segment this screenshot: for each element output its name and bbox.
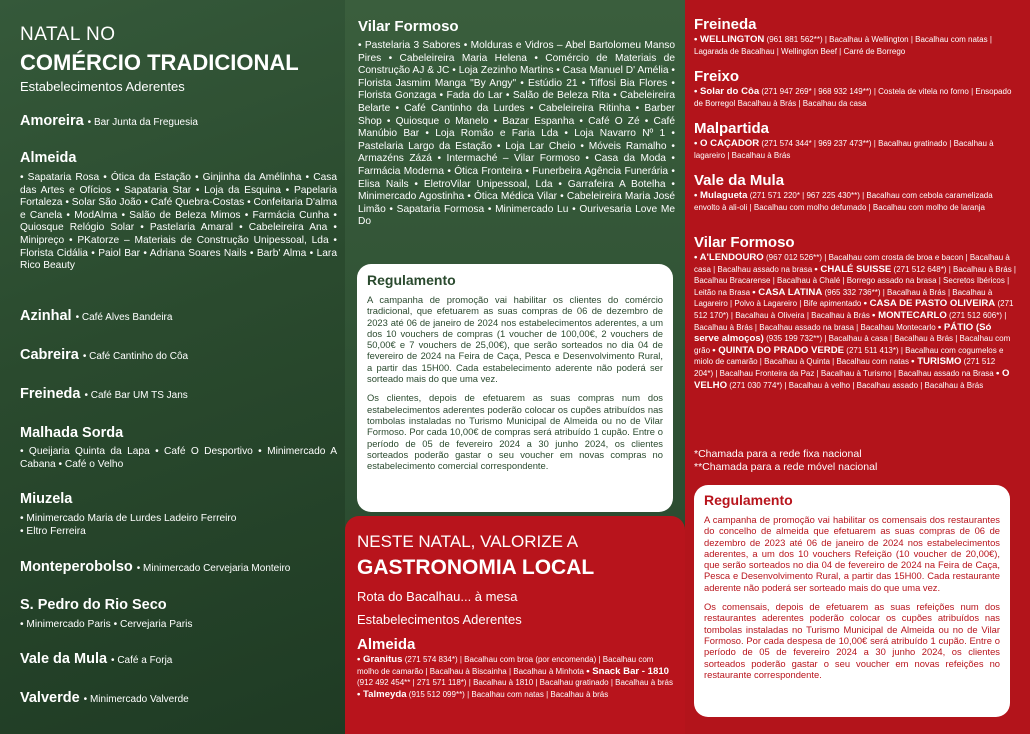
restaurant-list bbox=[694, 138, 1016, 161]
regulamento-card bbox=[694, 485, 1010, 717]
restaurant-name: • O VELHO bbox=[694, 367, 1010, 391]
locality-items: • Minimercado Valverde bbox=[83, 694, 189, 705]
locality-items: • Café a Forja bbox=[111, 655, 173, 666]
restaurant-details: (271 571 220* | 967 225 430**) | Bacalhau com cebola caramelizada envolto à ali-oli | Bacalhau com molho defumado | Bacalhau com molho de laranja bbox=[694, 191, 993, 212]
locality-vale-da-mula bbox=[20, 650, 335, 668]
locality-name: Cabreira bbox=[20, 347, 79, 363]
footnote: **Chamada para a rede móvel nacional bbox=[694, 461, 878, 473]
locality-freineda bbox=[20, 385, 335, 403]
locality-items: • Minimercado Maria de Lurdes Ladeiro Ferreiro bbox=[20, 513, 237, 524]
locality-name: Monteperobolso bbox=[20, 559, 133, 575]
gastronomy-panel bbox=[345, 516, 685, 734]
restaurant-name: • Talmeyda bbox=[357, 688, 407, 700]
left-panel bbox=[0, 0, 345, 734]
restaurant-name: • PÁTIO (Só serve almoços) bbox=[694, 321, 992, 345]
restaurant-name: • Snack Bar - 1810 bbox=[586, 665, 670, 677]
middle-panel bbox=[345, 0, 685, 520]
locality-cabreira bbox=[20, 346, 335, 364]
restaurant-list bbox=[694, 252, 1016, 391]
card-title: Regulamento bbox=[367, 272, 456, 288]
locality-items: • Bar Junta da Freguesia bbox=[87, 117, 198, 128]
subtitle: Estabelecimentos Aderentes bbox=[20, 79, 185, 94]
section-title: Almeida bbox=[357, 636, 416, 653]
locality-name: Freineda bbox=[20, 386, 81, 402]
restaurant-details: (271 574 344* | 969 237 473**) | Bacalhau gratinado | Bacalhau à lagareiro | Bacalhau à Brás bbox=[694, 139, 994, 160]
restaurant-details: (271 030 774*) | Bacalhau à velho | Bacalhau assado | Bacalhau à Brás bbox=[727, 380, 984, 390]
section-title: Freineda bbox=[694, 16, 757, 33]
rota-subtitle: Rota do Bacalhau... à mesa bbox=[357, 589, 518, 604]
card-paragraph: Os comensais, depois de efetuarem as suas refeições num dos restaurantes aderentes poderão colocar os cupões atribuídos nas tombolas instaladas no Turismo Municipal de Almeida ou no de Vilar Formoso. Por cada despesa de 10,00€ será atribuído 1 cupão. Entre o período de 05 de fevereiro 2024 a 30 junho 2024, os clientes sorteados poderão gastar o seu voucher em novas refeições no restaurante correspondente. bbox=[704, 601, 1000, 680]
restaurant-name: • O CAÇADOR bbox=[694, 138, 760, 149]
restaurant-list bbox=[357, 654, 675, 700]
right-panel bbox=[685, 0, 1030, 734]
section-title: Malpartida bbox=[694, 120, 770, 137]
card-paragraph: A campanha de promoção vai habilitar os clientes do comércio tradicional, que efetuarem as suas compras de 06 de dezembro de 2023 até 06 de janeiro de 2024 nos estabelecimentos aderentes, a um dos 10 vouchers de compras (1 voucher de 100,00€, 2 vouchers de 50,00€ e 7 vouchers de 25,00€), que serão sorteados no dia 04 de fevereiro de 2024 na Feira de Caça, Pesca e Desenvolvimento Rural, a partir das 15H00. Cada estabelecimento aderente não poderá ser sorteado mais do que uma vez. bbox=[367, 294, 663, 385]
locality-items: • Eltro Ferreira bbox=[20, 526, 86, 537]
restaurant-name: • TURISMO bbox=[911, 356, 962, 368]
gastro-title: GASTRONOMIA LOCAL bbox=[357, 556, 595, 579]
locality-name: Malhada Sorda bbox=[20, 425, 124, 441]
locality-amoreira bbox=[20, 112, 335, 130]
locality-name: Amoreira bbox=[20, 113, 84, 129]
card-title: Regulamento bbox=[704, 492, 793, 508]
restaurant-name: • WELLINGTON bbox=[694, 34, 765, 45]
card-paragraph: Os clientes, depois de efetuarem as suas compras num dos estabelecimentos aderentes poderão colocar os cupões atribuídos nas tombolas instaladas no Turismo Municipal de Almeida ou no de Vilar Formoso. Por cada 10,00€ de compras será atribuído 1 cupão. Entre o período de 05 de fevereiro 2024 a 30 junho 2024, os clientes sorteados poderão gastar o seu voucher em novas compras no estabelecimento comercial correspondente. bbox=[367, 392, 663, 472]
restaurant-details: (961 881 562**) | Bacalhau à Wellington | Bacalhau com natas | Lagarada de Bacalhau | Wellington Beef | Carré de Borrego bbox=[694, 35, 992, 56]
restaurant-details: (271 512 204*) | Bacalhau Fronteira da Paz | Bacalhau à Turismo | Bacalhau assado na Brasa bbox=[694, 357, 996, 378]
page-title: COMÉRCIO TRADICIONAL bbox=[20, 50, 299, 75]
locality-name: Valverde bbox=[20, 690, 80, 706]
restaurant-list bbox=[694, 34, 1016, 57]
restaurant-details: (967 012 526**) | Bacalhau com crosta de broa e bacon | Bacalhau à casa | Bacalhau assado na brasa bbox=[694, 253, 1010, 274]
restaurant-details: (271 574 834*) | Bacalhau com broa (por encomenda) | Bacalhau com molho de camarão | Bacalhau à Biscainha | Bacalhau à Minhota bbox=[357, 655, 654, 676]
restaurant-name: • CHALÉ SUISSE bbox=[814, 263, 892, 275]
restaurant-details: (271 512 606*) | Bacalhau à Brás | Bacalhau assado na brasa | Bacalhau Montecarlo bbox=[694, 310, 1007, 332]
restaurant-details: (915 512 099**) | Bacalhau com natas | Bacalhau à brás bbox=[406, 689, 609, 699]
locality-name: Vale da Mula bbox=[20, 651, 108, 667]
footnote: *Chamada para a rede fixa nacional bbox=[694, 448, 862, 460]
restaurant-name: • MONTECARLO bbox=[872, 309, 947, 321]
restaurant-details: (912 492 454** | 271 571 118*) | Bacalhau à 1810 | Bacalhau gratinado | Bacalhau à brás bbox=[357, 678, 673, 688]
restaurant-list bbox=[694, 86, 1016, 109]
restaurant-details: (271 512 648*) | Bacalhau à Brás | Bacalhau Bracarense | Bacalhau à Chalé | Borrego assado na brasa | Secretos Ibéricos | Leitão na Brasa bbox=[694, 264, 1017, 297]
section-title: Vilar Formoso bbox=[358, 18, 459, 35]
locality-monteperobolso bbox=[20, 558, 340, 576]
title-line1: NATAL NO bbox=[20, 24, 116, 45]
estab-subtitle: Estabelecimentos Aderentes bbox=[357, 612, 522, 627]
card-paragraph: A campanha de promoção vai habilitar os comensais dos restaurantes do concelho de almeida que efetuarem as suas compras de 06 de dezembro de 2023 até 06 de janeiro de 2024 nos estabelecimentos aderentes, a um dos 10 vouchers Refeição (10 voucher de 20,00€), que serão sorteados no dia 04 de fevereiro de 2024 na Feira de Caça, Pesca e Desenvolvimento Rural, a partir das 15H00. Cada restaurante aderente não poderá ser sorteado mais do que uma vez. bbox=[704, 514, 1000, 593]
locality-azinhal bbox=[20, 307, 335, 325]
restaurant-details: (271 511 413*) | Bacalhau com cogumelos e miolo de camarão | Bacalhau à Quinta | Bacalhau com natas bbox=[694, 345, 1004, 367]
restaurant-details: (271 947 269* | 968 932 149**) | Costela de vitela no forno | Ensopado de Borregol Bacalhau à Brás | Bacalhau da casa bbox=[694, 87, 1012, 108]
restaurant-details: (965 332 736**) | Bacalhau à Brás | Bacalhau à Lagareiro | Polvo à Lagareiro | Bife apimentado bbox=[694, 287, 993, 309]
locality-name: Azinhal bbox=[20, 308, 72, 324]
locality-items: • Sapataria Rosa • Ótica da Estação • Ginjinha da Amélinha • Casa das Artes e Ofícios • Sapataria Star • Loja da Esquina • Papelaria Fortaleza • Solar São João • Café Quebra-Costas • Confeitaria D'alma e Canela • ModAlma • Salão de Beleza Mimos • Farmácia Cunha • Quiosque Relógio Solar • Pastelaria Amaral • Cabeleireira Ana • Minipreço • PKatorze – Materiais de Construção Unipessoal, Lda • Florista Cidália • Paiol Bar • Adriana Soares Nails • Barb' Alma • Lara Rico Beauty bbox=[20, 172, 337, 272]
restaurant-name: • Solar do Côa bbox=[694, 86, 760, 97]
restaurant-name: • Granitus bbox=[357, 654, 403, 665]
section-title: Freixo bbox=[694, 68, 740, 85]
section-title: Vilar Formoso bbox=[694, 234, 795, 251]
restaurant-name: • CASA DE PASTO OLIVEIRA bbox=[863, 298, 996, 310]
restaurant-name: • Mulagueta bbox=[694, 190, 748, 201]
locality-valverde bbox=[20, 689, 335, 707]
locality-items: • Pastelaria 3 Sabores • Molduras e Vidros – Abel Bartolomeu Manso Pires • Cabeleireira Maria Helena • Comércio de Materiais de Construção AJ & JC • Loja Zezinho Martins • Casa Manuel D' Amélia • Florista Jasmim Manga "By Angy" • Estúdio 21 • Tiffosi Bia Flores • Florista Gonzaga • Fada do Lar • Salão de Beleza Rita • Cabeleireira Belarte • Café Cantinho da Lurdes • Cabeleireira Ritinha • Barber Shop • Quiosque o Manelo • Bazar Espanha • Café O Zé • Café Manúbio Bar • Loja Romão e Faria Lda • Loja Navarro Nº 1 • Pastelaria Largo da Estação • Loja Lar Cheio • Móveis Ramalho • Armazéns Zázá • Intermaché – Vilar Formoso • Casa da Moda • Farmácia Moderna • Ótica Fronteira • Funerbeira Agência Funerária • Elisa Nails • EletroVilar Unipessoal, Lda • Garrafeira A Botelha • Minimercado Agostinha • Ótica Médica Vilar • Cabeleireira Maria José Limão • Sapataria Formosa • Minimercado Lu • Ourivesaria Love Me Do bbox=[358, 40, 675, 228]
locality-name: S. Pedro do Rio Seco bbox=[20, 597, 167, 613]
locality-items: • Minimercado Paris • Cervejaria Paris bbox=[20, 619, 193, 630]
restaurant-details: (271 512 170*) | Bacalhau à Oliveira | Bacalhau à Brás bbox=[694, 299, 1014, 320]
locality-items: • Queijaria Quinta da Lapa • Café O Desportivo • Minimercado A Cabana • Café o Velho bbox=[20, 446, 337, 470]
locality-items: • Café Cantinho do Côa bbox=[82, 351, 189, 362]
locality-name: Miuzela bbox=[20, 491, 73, 507]
restaurant-details: (935 199 732**) | Bacalhau à casa | Bacalhau à Brás | Bacalhau com grão bbox=[694, 334, 1011, 355]
gastro-title-line1: NESTE NATAL, VALORIZE A bbox=[357, 532, 579, 551]
locality-items: • Minimercado Cervejaria Monteiro bbox=[136, 563, 291, 574]
regulamento-card bbox=[357, 264, 673, 512]
restaurant-name: • QUINTA DO PRADO VERDE bbox=[712, 344, 845, 356]
locality-items: • Café Alves Bandeira bbox=[75, 312, 173, 323]
restaurant-name: • A'LENDOURO bbox=[694, 252, 764, 263]
section-title: Vale da Mula bbox=[694, 172, 785, 189]
restaurant-name: • CASA LATINA bbox=[752, 286, 823, 298]
locality-name: Almeida bbox=[20, 150, 77, 166]
locality-items: • Café Bar UM TS Jans bbox=[84, 390, 188, 401]
restaurant-list bbox=[694, 190, 1016, 213]
